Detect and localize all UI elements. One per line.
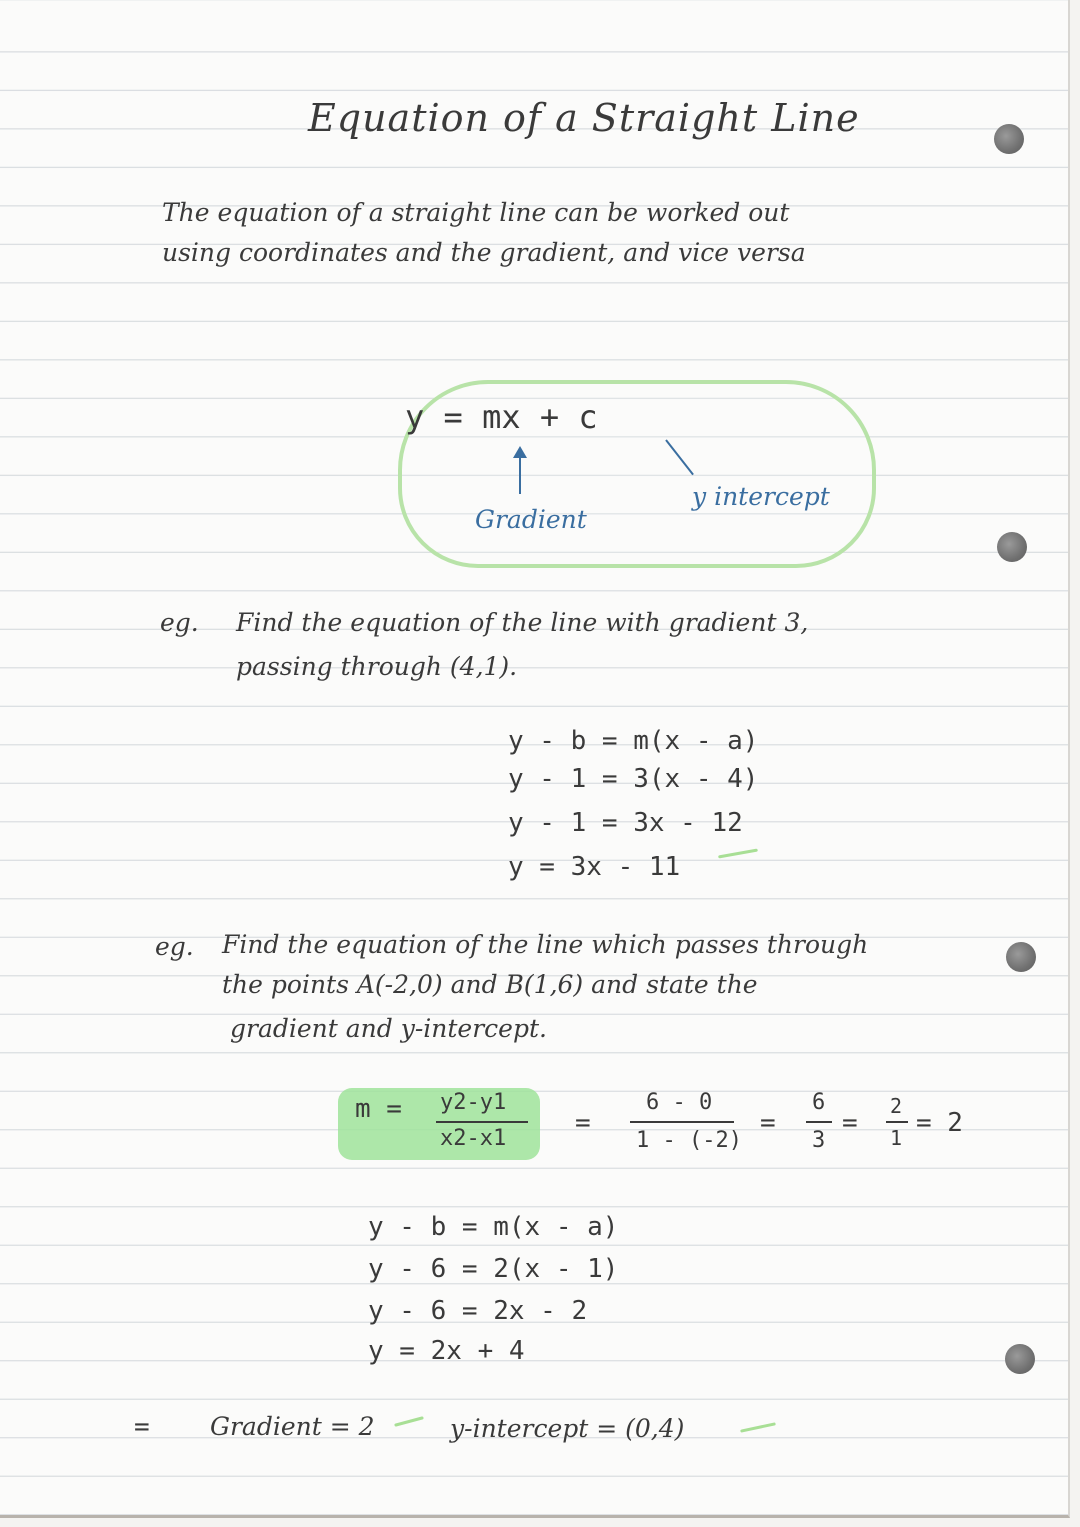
general-formula: y = mx + c xyxy=(405,398,598,436)
answer-gradient: Gradient = 2 xyxy=(210,1412,375,1441)
gradient-subst-denominator: 1 - (-2) xyxy=(636,1128,742,1153)
equals-sign: = xyxy=(575,1108,591,1138)
example1-step: y = 3x - 11 xyxy=(508,852,681,882)
example1-step: y - 1 = 3x - 12 xyxy=(508,808,743,838)
gradient-simplified-denominator: 3 xyxy=(812,1128,826,1153)
gradient-formula-denominator: x2-x1 xyxy=(440,1126,507,1151)
example2-step: y - 6 = 2x - 2 xyxy=(368,1296,588,1326)
fraction-bar xyxy=(886,1121,908,1123)
intro-line-1: The equation of a straight line can be worked out xyxy=(162,198,790,227)
gradient-formula-numerator: y2-y1 xyxy=(440,1090,507,1115)
example1-question-2: passing through (4,1). xyxy=(236,652,518,681)
gradient-subst-numerator: 6 - 0 xyxy=(646,1090,713,1115)
equals-sign: = xyxy=(760,1108,776,1138)
example2-question-1: Find the equation of the line which passes through xyxy=(222,930,869,959)
example1-step: y - b = m(x - a) xyxy=(508,726,759,756)
answer-intercept: y-intercept = (0,4) xyxy=(450,1414,685,1443)
gradient-reduced-numerator: 2 xyxy=(890,1094,903,1118)
arrow-stem xyxy=(519,456,521,494)
page-title: Equation of a Straight Line xyxy=(308,96,860,140)
fraction-bar xyxy=(630,1121,734,1123)
intro-line-2: using coordinates and the gradient, and vice versa xyxy=(162,238,806,267)
equals-sign: = xyxy=(842,1108,858,1138)
punch-hole xyxy=(994,124,1024,154)
therefore-marker: = xyxy=(134,1412,150,1442)
example2-step: y - 6 = 2(x - 1) xyxy=(368,1254,619,1284)
gradient-simplified-numerator: 6 xyxy=(812,1090,826,1115)
punch-hole xyxy=(997,532,1027,562)
example2-step: y = 2x + 4 xyxy=(368,1336,525,1366)
gradient-label: Gradient xyxy=(475,505,587,534)
fraction-bar xyxy=(436,1121,528,1123)
punch-hole xyxy=(1005,1344,1035,1374)
punch-hole xyxy=(1006,942,1036,972)
intercept-label: y intercept xyxy=(692,482,830,511)
fraction-bar xyxy=(806,1121,832,1123)
example2-step: y - b = m(x - a) xyxy=(368,1212,619,1242)
gradient-reduced-denominator: 1 xyxy=(890,1126,903,1150)
example1-question-1: Find the equation of the line with gradient 3, xyxy=(236,608,809,637)
example1-step: y - 1 = 3(x - 4) xyxy=(508,764,759,794)
example2-marker: eg. xyxy=(155,932,194,961)
example2-question-3: gradient and y-intercept. xyxy=(230,1014,547,1043)
example1-marker: eg. xyxy=(160,608,199,637)
gradient-m-label: m = xyxy=(355,1094,402,1124)
example2-question-2: the points A(-2,0) and B(1,6) and state the xyxy=(222,970,758,999)
gradient-result: = 2 xyxy=(916,1108,963,1138)
